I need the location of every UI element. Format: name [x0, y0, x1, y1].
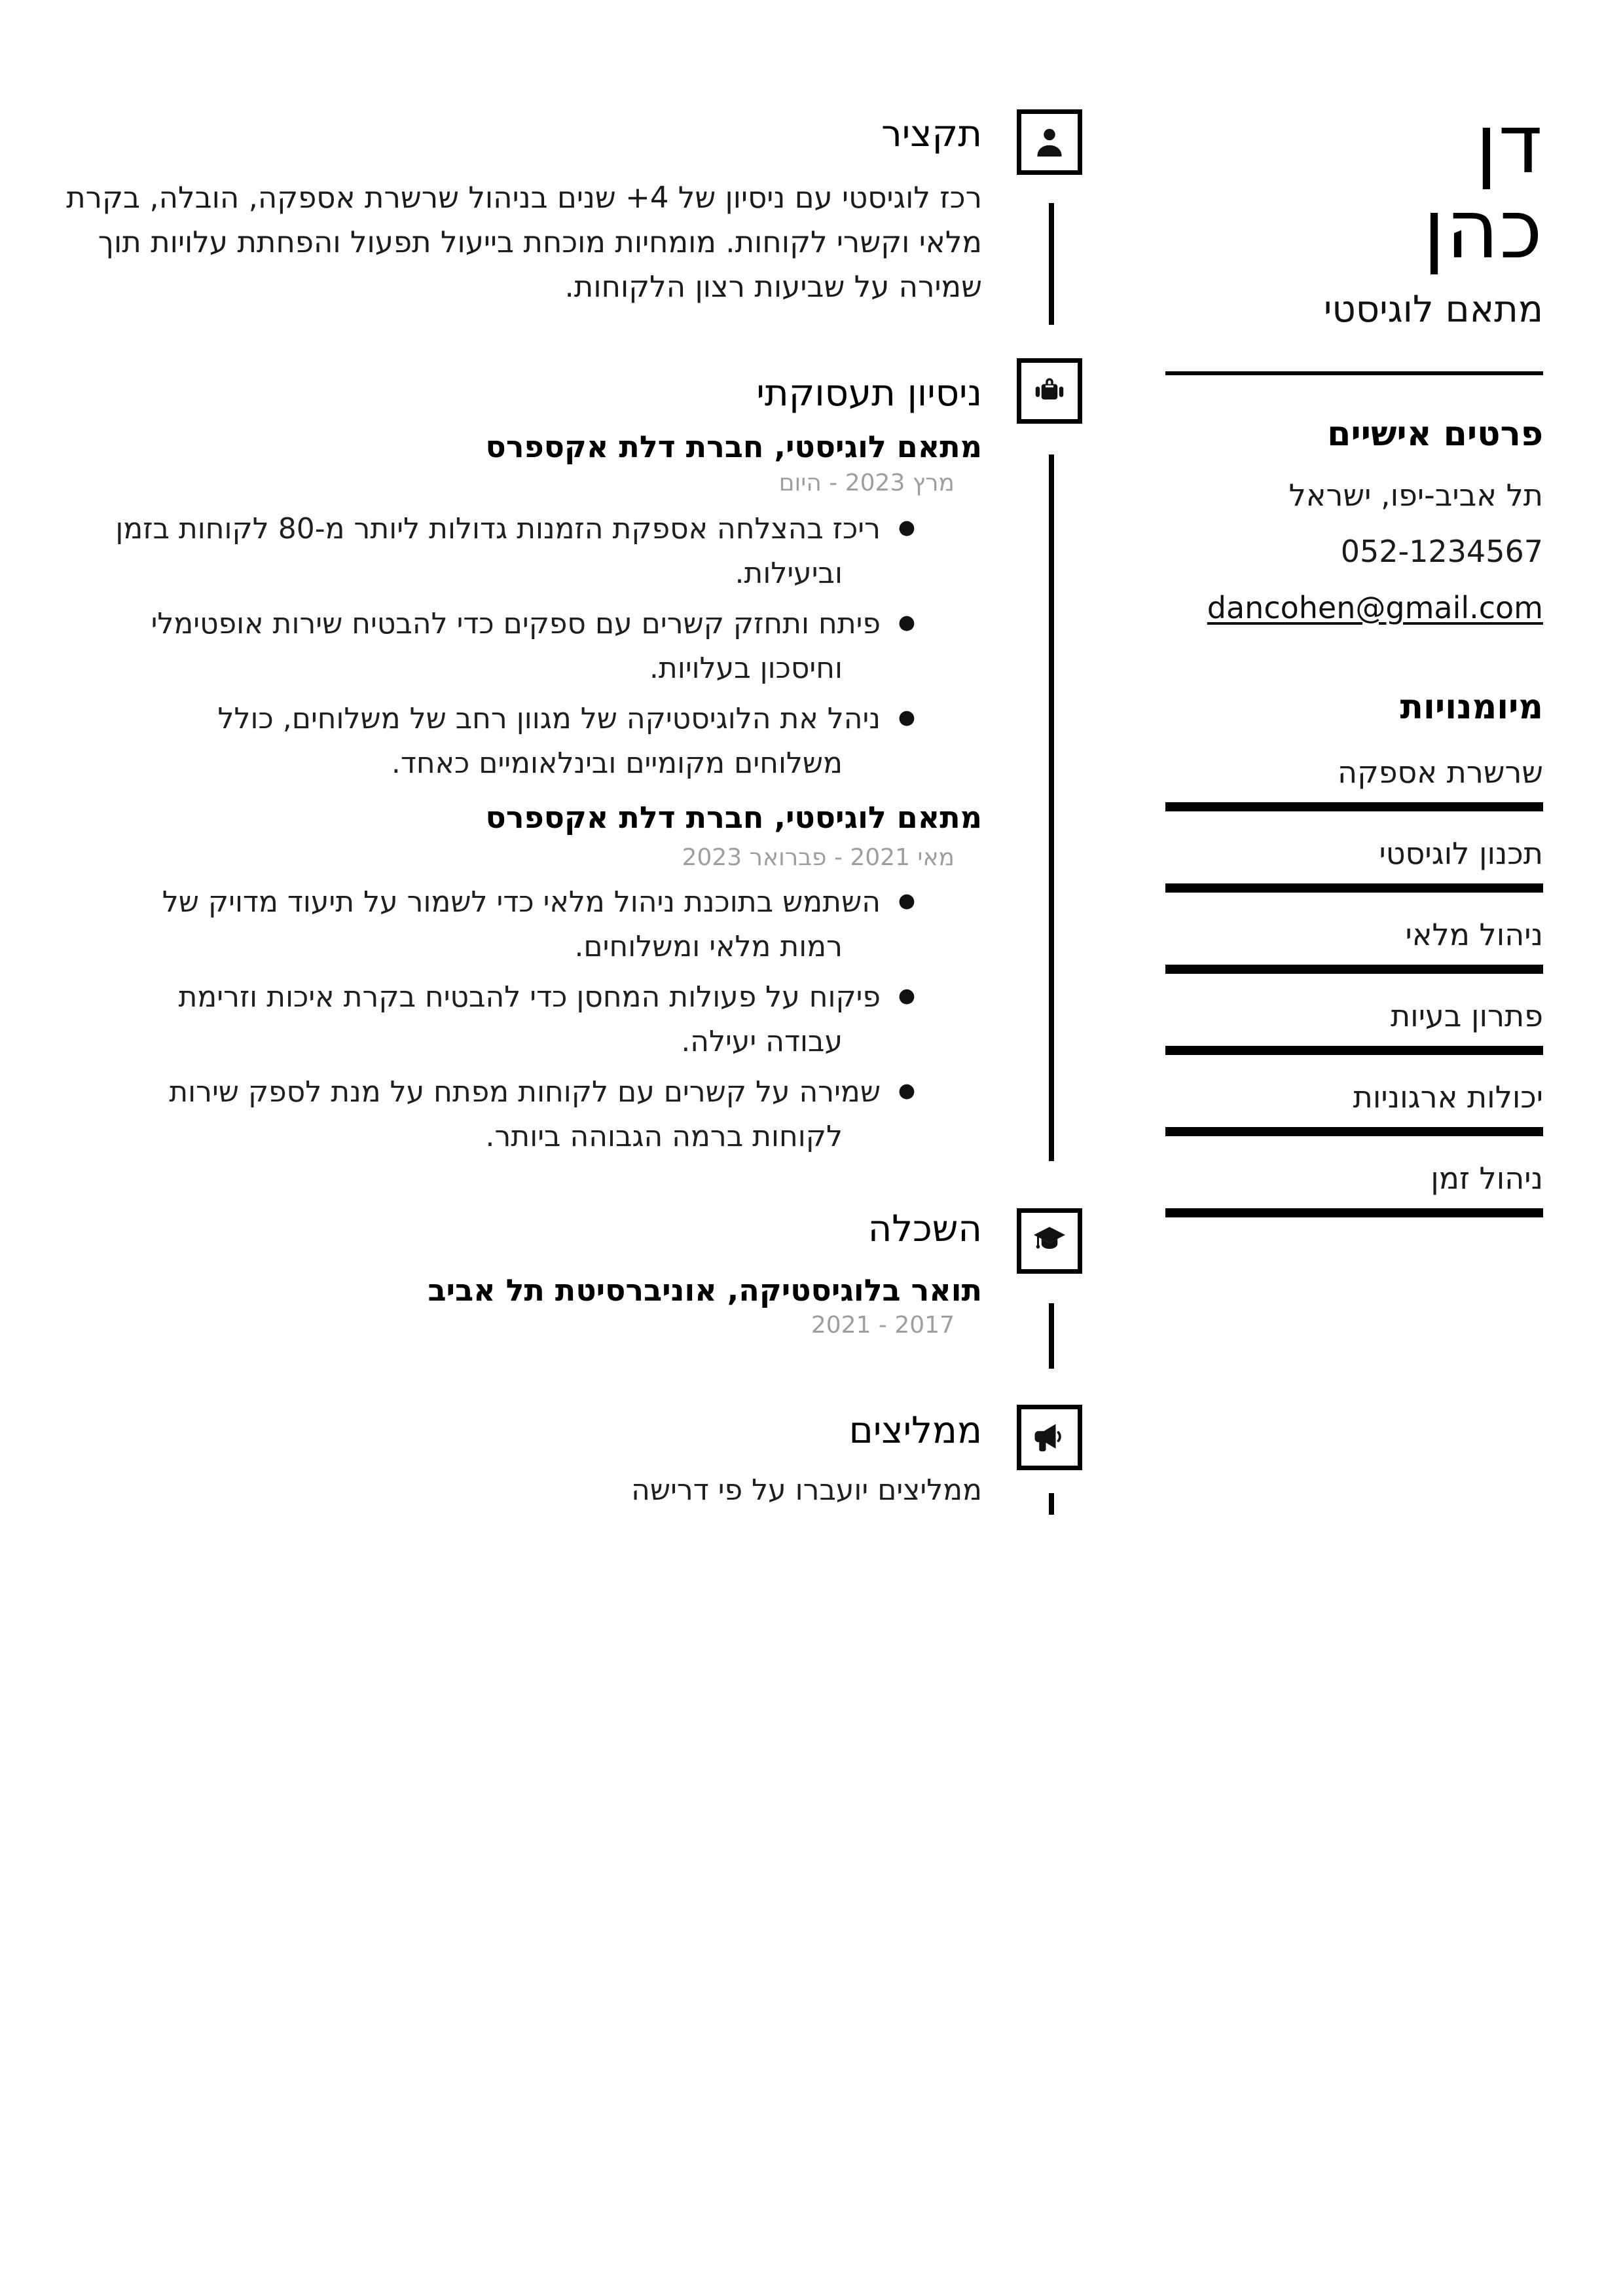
skill-item: פתרון בעיות: [1165, 999, 1543, 1055]
degree-title: תואר בלוגיסטיקה, אוניברסיטת תל אביב: [428, 1272, 982, 1308]
bullet-dot-icon: ●: [898, 889, 915, 912]
skill-item: ניהול זמן: [1165, 1161, 1543, 1217]
bullet-dot-icon: ●: [898, 611, 915, 634]
name-block: [1165, 98, 1543, 277]
job-title: מתאם לוגיסטי, חברת דלת אקספרס: [485, 800, 982, 835]
bullet-item: ● פיתח ותחזק קשרים עם ספקים כדי להבטיח שירות אופטימלי וחיסכון בעלויות.: [111, 602, 917, 691]
summary-text: רכז לוגיסטי עם ניסיון של 4+ שנים בניהול שרשרת אספקה, הובלה, בקרת מלאי וקשרי לקוחות. מומחיות מוכחת בייעול תפעול והפחתת עלויות תוך שמירה על שביעות רצון הלקוחות.: [66, 180, 982, 304]
skill-bar: [1165, 1127, 1543, 1136]
briefcase-icon: [1030, 371, 1069, 411]
sidebar-divider: [1165, 371, 1543, 375]
skill-bar: [1165, 883, 1543, 893]
skill-item: יכולות ארגוניות: [1165, 1080, 1543, 1136]
contact-location: תל אביב-יפו, ישראל: [1288, 477, 1543, 513]
summary-heading: תקציר: [881, 113, 982, 155]
skill-item: תכנון לוגיסטי: [1165, 836, 1543, 893]
contact-phone: 052-1234567: [1340, 534, 1543, 569]
experience-icon-box: [1017, 358, 1082, 424]
job-bullet-list: [65, 507, 982, 792]
person-icon: [1030, 122, 1069, 162]
skill-bar: [1165, 1046, 1543, 1055]
bullet-dot-icon: ●: [898, 706, 915, 729]
job-dates: מאי 2021 - פברואר 2023: [682, 844, 955, 871]
last-name: כהן: [1423, 183, 1543, 277]
timeline-line: [1049, 454, 1054, 1161]
skills-list: [1165, 755, 1543, 1242]
job-dates: מרץ 2023 - היום: [778, 470, 955, 496]
timeline-line: [1049, 1493, 1054, 1515]
contact-list: [1165, 479, 1543, 648]
references-heading: ממליצים: [848, 1409, 982, 1452]
bullet-item: ● השתמש בתוכנת ניהול מלאי כדי לשמור על תיעוד מדויק של רמות מלאי ומשלוחים.: [111, 880, 917, 969]
experience-heading: ניסיון תעסוקתי: [756, 372, 982, 415]
references-icon-box: [1017, 1405, 1082, 1470]
first-name: דן: [1475, 98, 1543, 192]
skills-heading: מיומנויות: [1400, 688, 1543, 727]
job-bullet-list: [65, 880, 982, 1165]
summary-icon-box: [1017, 109, 1082, 175]
email-link[interactable]: dancohen@gmail.com: [1207, 590, 1543, 625]
bullet-item: ● ניהל את הלוגיסטיקה של מגוון רחב של משלוחים, כולל משלוחים מקומיים ובינלאומיים כאחד.: [111, 697, 917, 786]
megaphone-icon: [1030, 1418, 1069, 1457]
education-icon-box: [1017, 1208, 1082, 1274]
references-text: ממליצים יועברו על פי דרישה: [631, 1473, 982, 1507]
education-heading: השכלה: [867, 1208, 982, 1250]
skill-bar: [1165, 965, 1543, 974]
bullet-item: ● פיקוח על פעולות המחסן כדי להבטיח בקרת איכות וזרימת עבודה יעילה.: [111, 975, 917, 1064]
education-dates: 2017 - 2021: [811, 1312, 955, 1339]
job-title: מתאם לוגיסטי, חברת דלת אקספרס: [485, 429, 982, 464]
contact-email: [1165, 591, 1543, 624]
job-title-header: מתאם לוגיסטי: [1323, 288, 1543, 331]
bullet-item: ● שמירה על קשרים עם לקוחות מפתח על מנת לספק שירות לקוחות ברמה הגבוהה ביותר.: [111, 1070, 917, 1159]
skill-bar: [1165, 1208, 1543, 1217]
timeline-line: [1049, 1303, 1054, 1369]
bullet-dot-icon: ●: [898, 984, 915, 1007]
bullet-dot-icon: ●: [898, 1079, 915, 1102]
skill-item: ניהול מלאי: [1165, 917, 1543, 974]
timeline-line: [1049, 203, 1054, 325]
skill-bar: [1165, 802, 1543, 811]
bullet-dot-icon: ●: [898, 516, 915, 539]
skill-item: שרשרת אספקה: [1165, 755, 1543, 811]
bullet-item: ● ריכז בהצלחה אספקת הזמנות גדולות ליותר מ-80 לקוחות בזמן וביעילות.: [111, 507, 917, 596]
contact-heading: פרטים אישיים: [1327, 415, 1543, 454]
graduation-cap-icon: [1030, 1221, 1069, 1261]
